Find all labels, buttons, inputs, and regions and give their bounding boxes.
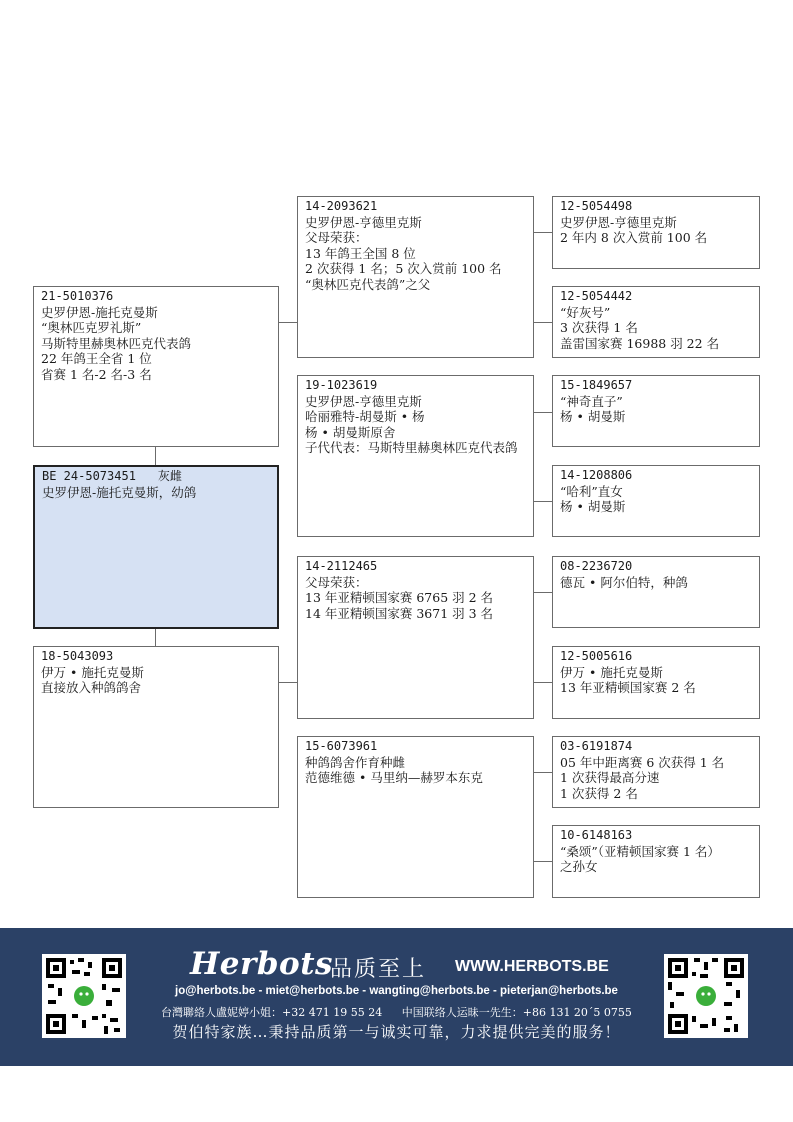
pedigree-line: 省赛 1 名-2 名-3 名 bbox=[41, 366, 152, 382]
connector bbox=[533, 322, 553, 323]
great-grandparent-box bbox=[552, 646, 760, 719]
sire-dam-box bbox=[297, 375, 534, 537]
pedigree-line: 2 年内 8 次入赏前 100 名 bbox=[560, 230, 708, 245]
pedigree-line: 伊万 • 施托克曼斯 bbox=[41, 664, 144, 680]
herbots-logo: Herbots bbox=[190, 946, 333, 982]
pedigree-line: 史罗伊恩-亨德里克斯 bbox=[305, 393, 422, 409]
connector bbox=[533, 501, 553, 502]
pedigree-line: 史罗伊恩-施托克曼斯 bbox=[41, 304, 158, 320]
pedigree-line: 盖雷国家赛 16988 羽 22 名 bbox=[560, 335, 720, 351]
sire-box bbox=[33, 286, 279, 447]
ring-number: 12-5005616 bbox=[560, 649, 633, 663]
connector bbox=[155, 446, 156, 466]
pedigree-line: 1 次获得 2 名 bbox=[560, 785, 638, 801]
ring-number: 19-1023619 bbox=[305, 378, 378, 392]
connector bbox=[533, 682, 553, 683]
pedigree-line: 直接放入种鸽鸽舍 bbox=[41, 680, 142, 695]
ring-number: 15-6073961 bbox=[305, 739, 378, 753]
connector bbox=[533, 412, 553, 413]
contact-taiwan: 台灣聯絡人盧妮婷小姐：+32 471 19 55 24 bbox=[161, 1006, 383, 1019]
pedigree-line: 德瓦 • 阿尔伯特，种鸽 bbox=[560, 574, 688, 590]
qr-code-right[interactable] bbox=[664, 954, 748, 1038]
connector bbox=[155, 628, 156, 647]
pedigree-line: 哈丽雅特-胡曼斯 • 杨 bbox=[305, 409, 425, 424]
pedigree-line: 杨 • 胡曼斯原舍 bbox=[305, 424, 396, 440]
pedigree-line: “神奇直子” bbox=[560, 393, 623, 409]
great-grandparent-box bbox=[552, 375, 760, 447]
pedigree-line: 2 次获得 1 名；5 次入赏前 100 名 bbox=[305, 261, 502, 276]
email-list[interactable]: jo@herbots.be - miet@herbots.be - wangting@herbots.be - pieterjan@herbots.be bbox=[175, 985, 618, 997]
ring-number: 15-1849657 bbox=[560, 378, 633, 392]
wechat-icon bbox=[696, 986, 716, 1006]
connector bbox=[278, 682, 298, 683]
great-grandparent-box bbox=[552, 736, 760, 808]
ring-number: 03-6191874 bbox=[560, 739, 633, 753]
brand-header bbox=[190, 946, 620, 982]
pedigree-line: 1 次获得最高分速 bbox=[560, 770, 660, 785]
ring-number: 08-2236720 bbox=[560, 559, 633, 573]
dam-sire-box bbox=[297, 556, 534, 719]
pedigree-line: 种鸽鸽舍作育种雌 bbox=[305, 754, 406, 770]
dam-box bbox=[33, 646, 279, 808]
footer-banner bbox=[0, 928, 793, 1066]
connector bbox=[278, 322, 298, 323]
ring-number: 14-2093621 bbox=[305, 199, 378, 213]
ring-number: 18-5043093 bbox=[41, 649, 114, 663]
website-link[interactable]: WWW.HERBOTS.BE bbox=[455, 958, 609, 975]
ring-number: 10-6148163 bbox=[560, 828, 633, 842]
pedigree-line: 22 年鸽王全省 1 位 bbox=[41, 351, 152, 366]
pedigree-line: “桑颂”（亚精顿国家赛 1 名） bbox=[560, 843, 720, 859]
subject-box bbox=[33, 465, 279, 629]
pedigree-line: 史罗伊恩-施托克曼斯，幼鸽 bbox=[42, 484, 197, 500]
qr-icon bbox=[664, 954, 748, 1038]
pedigree-line: 13 年亚精顿国家赛 2 名 bbox=[560, 680, 696, 695]
connector bbox=[533, 772, 553, 773]
pedigree-line: 史罗伊恩-亨德里克斯 bbox=[305, 214, 422, 230]
pedigree-line: 13 年亚精顿国家赛 6765 羽 2 名 bbox=[305, 590, 494, 605]
great-grandparent-box bbox=[552, 825, 760, 898]
connector bbox=[533, 592, 553, 593]
pedigree-line: 父母荣获： bbox=[305, 574, 368, 590]
pigeon-color: 灰雌 bbox=[157, 469, 182, 483]
connector bbox=[533, 861, 553, 862]
pedigree-line: “奥林匹克罗礼斯” bbox=[41, 320, 142, 335]
pedigree-line: 马斯特里赫奥林匹克代表鸽 bbox=[41, 335, 192, 351]
pedigree-line: 父母荣获： bbox=[305, 230, 368, 245]
pedigree-line: 史罗伊恩-亨德里克斯 bbox=[560, 214, 677, 230]
pedigree-line: 3 次获得 1 名 bbox=[560, 320, 638, 335]
great-grandparent-box bbox=[552, 556, 760, 628]
pedigree-line: 14 年亚精顿国家赛 3671 羽 3 名 bbox=[305, 605, 494, 621]
ring-number: 12-5054442 bbox=[560, 289, 633, 303]
pedigree-line: 伊万 • 施托克曼斯 bbox=[560, 664, 663, 680]
pedigree-line: 杨 • 胡曼斯 bbox=[560, 499, 626, 514]
pedigree-line: 范德维德 • 马里纳—赫罗本东克 bbox=[305, 770, 483, 785]
subject-header bbox=[42, 469, 270, 485]
ring-number: BE 24-5073451 bbox=[42, 469, 136, 483]
great-grandparent-box bbox=[552, 286, 760, 358]
pedigree-line: 13 年鸽王全国 8 位 bbox=[305, 245, 416, 261]
contact-china: 中国联络人运昧一先生：+86 131 20´5 0755 bbox=[401, 1006, 632, 1019]
great-grandparent-box bbox=[552, 465, 760, 537]
great-grandparent-box bbox=[552, 196, 760, 269]
ring-number: 14-1208806 bbox=[560, 468, 633, 482]
pedigree-line: “哈利”直女 bbox=[560, 483, 623, 499]
ring-number: 12-5054498 bbox=[560, 199, 633, 213]
company-motto: 贺伯特家族…秉持品质第一与诚实可靠，力求提供完美的服务！ bbox=[172, 1023, 621, 1041]
dam-dam-box bbox=[297, 736, 534, 898]
sire-sire-box bbox=[297, 196, 534, 358]
pedigree-line: 杨 • 胡曼斯 bbox=[560, 409, 626, 424]
pedigree-line: “好灰号” bbox=[560, 304, 611, 320]
pedigree-line: 子代代表：马斯特里赫奥林匹克代表鸽 bbox=[305, 440, 518, 455]
pedigree-line: 05 年中距离赛 6 次获得 1 名 bbox=[560, 754, 725, 770]
ring-number: 14-2112465 bbox=[305, 559, 378, 573]
ring-number: 21-5010376 bbox=[41, 289, 114, 303]
pedigree-line: 之孙女 bbox=[560, 859, 598, 874]
pedigree-line: “奥林匹克代表鸽”之父 bbox=[305, 276, 431, 292]
brand-slogan: 品质至上 bbox=[330, 957, 427, 982]
connector bbox=[533, 232, 553, 233]
